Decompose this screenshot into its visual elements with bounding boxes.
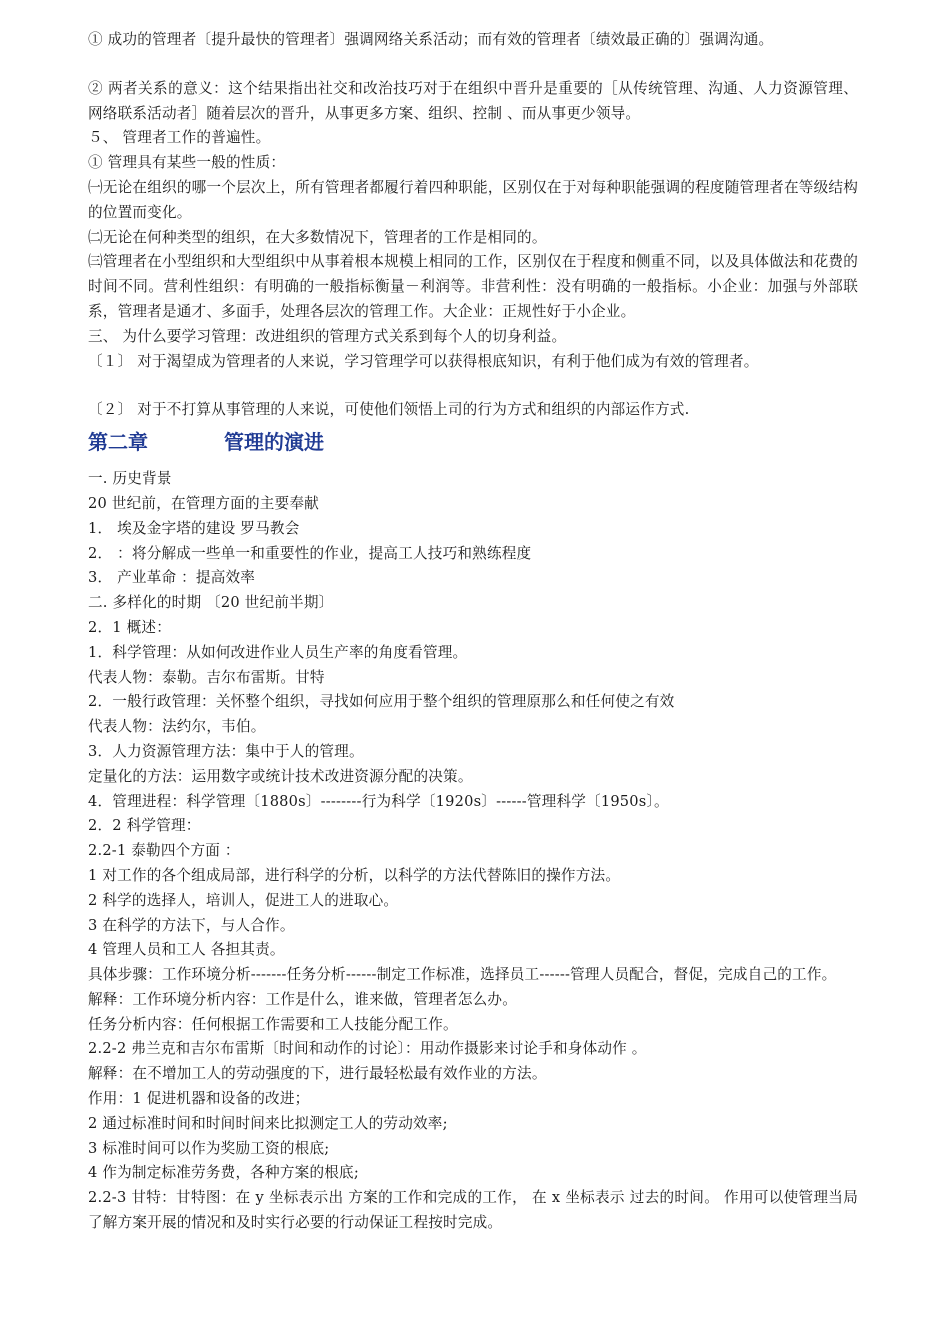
text-line: 代表人物：法约尔，韦伯。 xyxy=(88,718,266,736)
list-item: 3． 产业革命 ：提高效率 xyxy=(88,569,256,587)
section-heading: 二. 多样化的时期 〔20 世纪前半期〕 xyxy=(88,594,334,612)
text-line: 解释：工作环境分析内容：工作是什么，谁来做，管理者怎么办。 xyxy=(88,990,518,1008)
text-line: ㈡无论在何种类型的组织，在大多数情况下，管理者的工作是相同的。 xyxy=(88,228,547,246)
chapter-number: 第二章 xyxy=(88,430,148,455)
list-item: 作用：1 促进机器和设备的改进； xyxy=(88,1090,310,1108)
blank-line xyxy=(88,53,858,77)
list-item: 3 标准时间可以作为奖励工资的根底; xyxy=(88,1139,330,1157)
list-item: 4 管理人员和工人 各担其责。 xyxy=(88,941,285,959)
list-item: 2． ：将分解成一些单一和重要性的作业，提高工人技巧和熟练程度 xyxy=(88,544,532,562)
list-item: 3 在科学的方法下，与人合作。 xyxy=(88,916,295,934)
list-item: 2 通过标准时间和时间时间来比拟测定工人的劳动效率; xyxy=(88,1114,448,1132)
chapter-title: 管理的演进 xyxy=(224,430,324,455)
list-item: 3．人力资源管理方法：集中于人的管理。 xyxy=(88,742,364,760)
list-item: 2．一般行政管理：关怀整个组织，寻找如何应用于整个组织的管理原那么和任何使之有效 xyxy=(88,693,675,711)
list-item: 4．管理进程：科学管理〔1880s〕--------行为科学〔1920s〕------管理科学〔1950s〕。 xyxy=(88,792,669,810)
subsection-heading: 2.2-1 泰勒四个方面 ： xyxy=(88,842,240,860)
blank-line xyxy=(88,374,858,398)
text-line: 定量化的方法：运用数字或统计技术改进资源分配的决策。 xyxy=(88,767,473,785)
text-line: ① 管理具有某些一般的性质： xyxy=(88,154,286,172)
text-line: ① 成功的管理者〔提升最快的管理者〕强调网络关系活动；而有效的管理者〔绩效最正确的〕强调沟通。 xyxy=(88,31,774,48)
list-item: 2 科学的选择人，培训人，促进工人的进取心。 xyxy=(88,891,399,909)
text-line: 任务分析内容：任何根据工作需要和工人技能分配工作。 xyxy=(88,1015,458,1033)
text-paragraph: ㈢管理者在小型组织和大型组织中从事着根本规模上相同的工作，区别仅在于程度和侧重不同，以及具体做法和花费的时间不同。营利性组织：有明确的一般指标衡量－利润等。非营利性：没有明确的一般指标。小企业：加强与外部联系，管理者是通才、多面手，处理各层次的管理工作。大企业：正规性好于小企业。 xyxy=(88,253,858,320)
text-line: 代表人物：泰勒。吉尔布雷斯。甘特 xyxy=(88,668,325,686)
list-item: 4 作为制定标准劳务费，各种方案的根底; xyxy=(88,1164,359,1182)
text-paragraph: 具体步骤：工作环境分析-------任务分析------制定工作标准，选择员工------管理人员配合，督促，完成自己的工作。 xyxy=(88,966,837,984)
chapter-heading xyxy=(88,425,858,459)
list-item: 1 对工作的各个组成局部，进行科学的分析，以科学的方法代替陈旧的操作方法。 xyxy=(88,866,621,884)
text-line: 20 世纪前，在管理方面的主要奉献 xyxy=(88,494,319,512)
list-item: 1． 埃及金字塔的建设 罗马教会 xyxy=(88,519,300,537)
section-heading: 一. 历史背景 xyxy=(88,470,172,488)
document-page xyxy=(88,28,858,1236)
text-paragraph: 2.2-3 甘特：甘特图：在 y 坐标表示出 方案的工作和完成的工作， 在 x 坐标表示 过去的时间。 作用可以使管理当局了解方案开展的情况和及时实行必要的行动保证工程按时完成。 xyxy=(88,1189,858,1232)
subsection-heading: 2.2-2 弗兰克和吉尔布雷斯〔时间和动作的讨论〕：用动作摄影来讨论手和身体动作 。 xyxy=(88,1040,647,1058)
list-item: 1．科学管理：从如何改进作业人员生产率的角度看管理。 xyxy=(88,643,468,661)
text-line: 三、 为什么要学习管理：改进组织的管理方式关系到每个人的切身利益。 xyxy=(88,327,567,345)
text-line: 〔２〕 对于不打算从事管理的人来说，可使他们领悟上司的行为方式和组织的内部运作方式. xyxy=(88,401,690,419)
text-line: ５、 管理者工作的普遍性。 xyxy=(88,129,271,147)
text-paragraph: ② 两者关系的意义：这个结果指出社交和改治技巧对于在组织中晋升是重要的［从传统管理、沟通、人力资源管理、网络联系活动者］随着层次的晋升，从事更多方案、组织、控制 、而从事更少领导。 xyxy=(88,79,858,122)
subsection-heading: 2．1 概述： xyxy=(88,618,171,636)
text-line: 〔１〕 对于渴望成为管理者的人来说，学习管理学可以获得根底知识，有利于他们成为有效的管理者。 xyxy=(88,352,759,370)
text-line: 解释：在不增加工人的劳动强度的下，进行最轻松最有效作业的方法。 xyxy=(88,1065,547,1083)
text-paragraph: ㈠无论在组织的哪一个层次上，所有管理者都履行着四种职能，区别仅在于对每种职能强调的程度随管理者在等级结构的位置而变化。 xyxy=(88,178,858,221)
subsection-heading: 2．2 科学管理： xyxy=(88,817,201,835)
